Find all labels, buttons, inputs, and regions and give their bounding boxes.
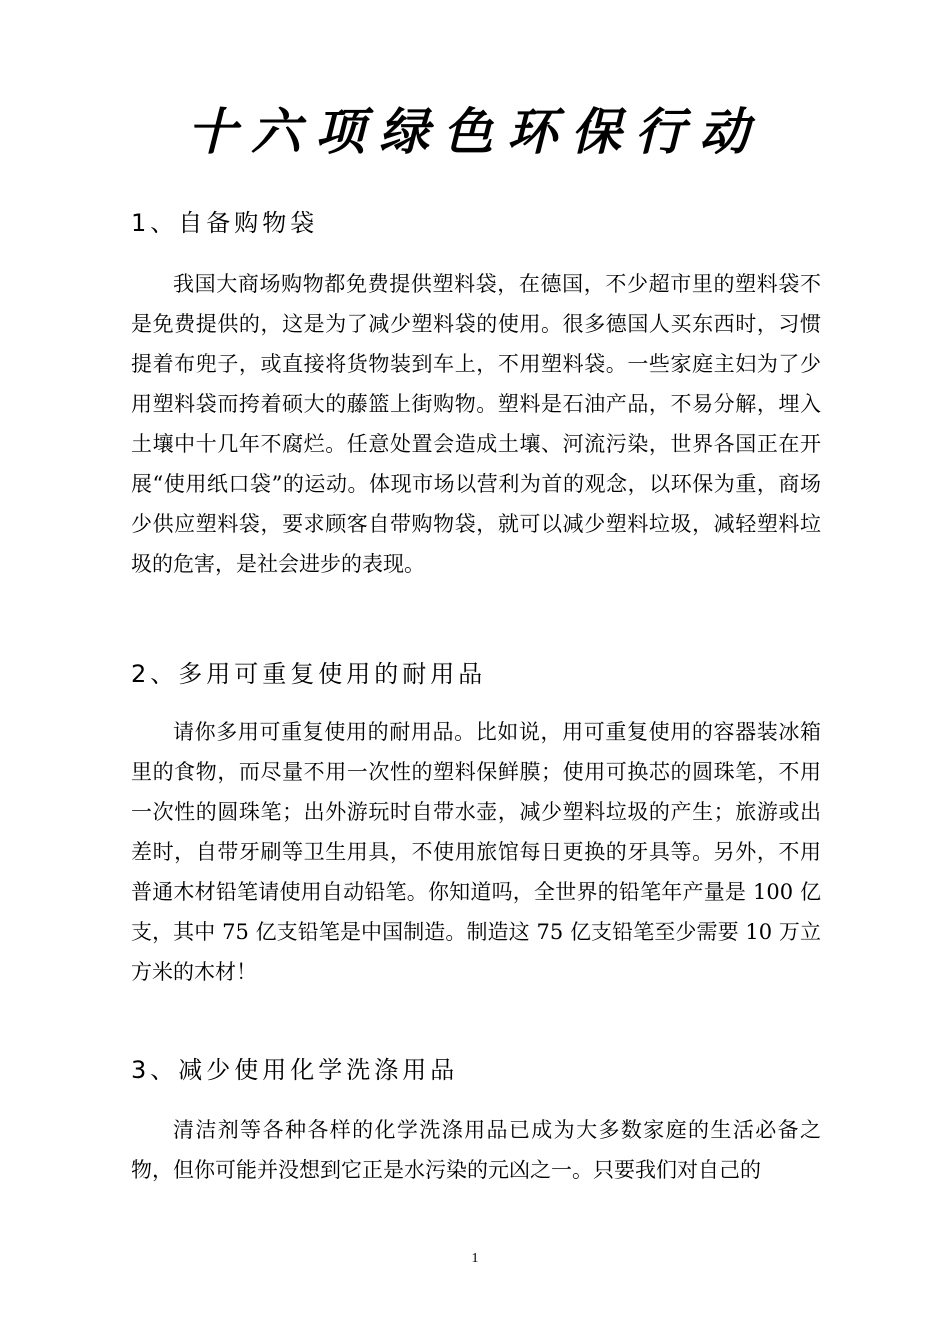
- section-heading-1: 1、自备购物袋: [131, 209, 319, 237]
- section-body-2: 请你多用可重复使用的耐用品。比如说，用可重复使用的容器装冰箱里的食物，而尽量不用一次性的塑料保鲜膜；使用可换芯的圆珠笔，不用一次性的圆珠笔；出外游玩时自带水壶，减少塑料垃圾的产生；旅游或出差时，自带牙刷等卫生用具，不使用旅馆每日更换的牙具等。另外，不用普通木材铅笔请使用自动铅笔。你知道吗，全世界的铅笔年产量是 100 亿支，其中 75 亿支铅笔是中国制造。制造这 75 亿支铅笔至少需要 10 万立方米的木材！: [131, 720, 821, 984]
- section-body-1: 我国大商场购物都免费提供塑料袋，在德国，不少超市里的塑料袋不是免费提供的，这是为了减少塑料袋的使用。很多德国人买东西时，习惯提着布兜子，或直接将货物装到车上，不用塑料袋。一些家庭主妇为了少用塑料袋而挎着硕大的藤篮上街购物。塑料是石油产品，不易分解，埋入土壤中十几年不腐烂。任意处置会造成土壤、河流污染，世界各国正在开展“使用纸口袋”的运动。体现市场以营利为首的观念，以环保为重，商场少供应塑料袋，要求顾客自带购物袋，就可以减少塑料垃圾，减轻塑料垃圾的危害，是社会进步的表现。: [131, 272, 821, 576]
- section-heading-3: 3、减少使用化学洗涤用品: [131, 1056, 459, 1084]
- document-title: 十六项绿色环保行动: [187, 102, 763, 161]
- page-number: 1: [471, 1251, 479, 1266]
- section-body-3: 清洁剂等各种各样的化学洗涤用品已成为大多数家庭的生活必备之物，但你可能并没想到它正是水污染的元凶之一。只要我们对自己的: [131, 1118, 821, 1182]
- section-heading-2: 2、多用可重复使用的耐用品: [131, 660, 487, 688]
